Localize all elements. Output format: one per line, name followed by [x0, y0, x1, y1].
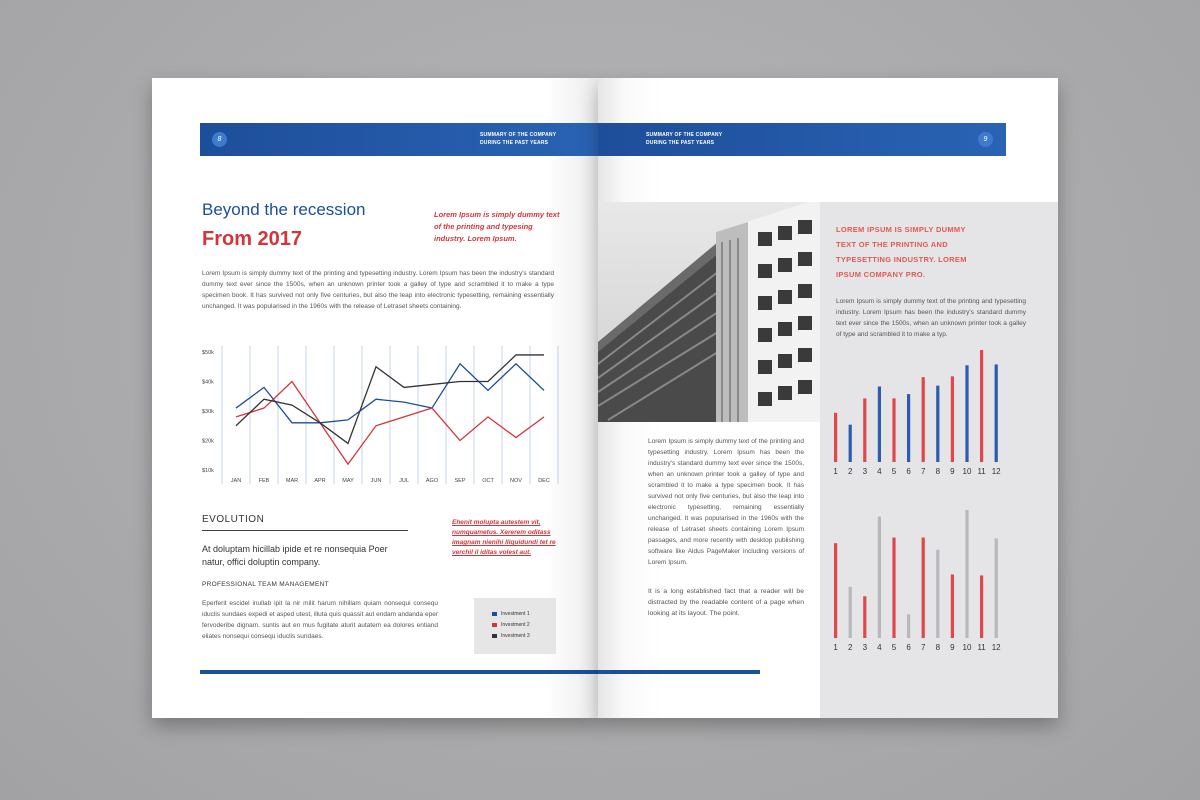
bar-chart-1	[828, 342, 1018, 482]
bar	[834, 543, 837, 638]
x-tick-label: JUL	[399, 478, 409, 484]
bar	[951, 376, 954, 462]
bar-label: 4	[877, 643, 882, 652]
legend-label: Investment 1	[501, 611, 530, 617]
y-tick-label: $20k	[202, 438, 214, 445]
evolution-lead: At doluptam hicillab ipide et re nonsequia Poer natur, offici doluptin company.	[202, 544, 388, 567]
y-tick-label: $10k	[202, 468, 214, 474]
intro-paragraph: Lorem Ipsum is simply dummy text of the printing and typesetting industry. Lorem Ipsum has been the industry's standard dummy text ever since the 1500s, when an unknown printer took a galley of type and scrambled it to make a type specimen book. It has survived not only five centuries, but also the leap into electronic typesetting, remaining essentially unchanged. It was popularised in the 1960s with the release of Letraset sheets containing.	[202, 270, 554, 310]
bar	[951, 574, 954, 638]
x-tick-label: NOV	[510, 478, 522, 484]
x-tick-label: APR	[314, 478, 326, 484]
evolution-heading: EVOLUTION	[202, 514, 265, 525]
x-tick-label: MAY	[342, 478, 354, 484]
footer-bar-right	[598, 670, 760, 674]
bar-label: 5	[891, 643, 897, 652]
page-title: Beyond the recession	[202, 200, 366, 219]
bar	[995, 538, 998, 638]
bar	[922, 537, 925, 638]
bar-label: 4	[877, 467, 882, 476]
bar-label: 6	[906, 643, 911, 652]
bar	[980, 575, 983, 638]
bar	[965, 510, 968, 638]
bar	[878, 386, 881, 462]
bar	[995, 364, 998, 462]
bar-label: 8	[935, 643, 941, 652]
right-page	[598, 78, 1058, 718]
bar	[936, 386, 939, 462]
bar-label: 12	[991, 467, 1001, 476]
x-tick-label: MAR	[285, 478, 299, 484]
legend-swatch-black	[492, 634, 497, 638]
team-heading: PROFESSIONAL TEAM MANAGEMENT	[202, 581, 329, 588]
x-tick-label: AGO	[425, 478, 439, 484]
bar-label: 7	[920, 467, 926, 476]
bar-label: 3	[862, 643, 868, 652]
bar-label: 2	[847, 467, 853, 476]
header-label-right-line1: SUMMARY OF THE COMPANY	[646, 132, 723, 138]
legend-item	[492, 633, 530, 639]
page-subtitle: From 2017	[202, 228, 303, 250]
bar	[922, 377, 925, 462]
bar	[936, 550, 939, 638]
bar	[892, 537, 895, 638]
page-number-left: 8	[212, 132, 227, 147]
bar	[907, 614, 910, 638]
bar	[907, 394, 910, 462]
header-label-left-line1: SUMMARY OF THE COMPANY	[480, 132, 557, 138]
page-number-right: 9	[978, 132, 993, 147]
bar-label: 9	[950, 643, 955, 652]
header-bar-right	[598, 123, 1006, 156]
bar	[849, 587, 852, 638]
bar	[863, 596, 866, 638]
bar-label: 7	[920, 643, 926, 652]
bar-label: 6	[906, 467, 911, 476]
mid-paragraph-2: It is a long established fact that a reader will be distracted by the readable content of a page when looking at its layout. The point.	[648, 588, 804, 617]
x-tick-label: DEC	[538, 478, 550, 484]
x-tick-label: SEP	[454, 478, 466, 484]
legend-item	[492, 622, 530, 628]
bar-label: 12	[991, 643, 1001, 652]
bar-label: 10	[962, 467, 972, 476]
x-tick-label: JAN	[230, 478, 242, 484]
header-label-right	[646, 131, 722, 147]
bar-label: 1	[833, 643, 838, 652]
bar	[892, 398, 895, 462]
evolution-body: Eperferit escidel inullab ipit la nir milit harum nihillam quiam nonsequi consequ iduclis sundaes expedi et asped utest, illuta quis quassit aut endam andanda eper fervoderibe dignam, suntis aut en mus fugitate aturit autatem ea dolores entiand eliates nonsequi consequ iduclis sundaes.	[202, 600, 438, 640]
header-label-left	[480, 131, 556, 147]
bar	[965, 365, 968, 462]
line-chart	[200, 338, 560, 488]
bar	[849, 425, 852, 462]
bar-label: 9	[950, 467, 955, 476]
bar-label: 1	[833, 467, 838, 476]
header-label-left-line2: DURING THE PAST YEARS	[480, 140, 549, 146]
pull-quote: Lorem Ipsum is simply dummy text of the printing and typesing industry. Lorem Ipsum.	[434, 210, 560, 243]
bar-label: 3	[862, 467, 868, 476]
evolution-divider	[202, 530, 408, 531]
legend-item	[492, 611, 530, 617]
bar	[863, 398, 866, 462]
panel-paragraph: Lorem Ipsum is simply dummy text of the printing and typesetting industry. Lorem Ipsum has been the industry's standard dummy text ever since the 1500s, when an unknown printer took a galley of type and scrambled it to make a typ.	[836, 298, 1026, 338]
legend-swatch-red	[492, 623, 497, 627]
footer-bar-left	[200, 670, 598, 674]
legend-label: Investment 2	[501, 622, 530, 628]
building-photo	[598, 202, 820, 422]
y-tick-label: $40k	[202, 379, 214, 386]
bar-chart-2	[828, 502, 1018, 652]
legend-swatch-blue	[492, 612, 497, 616]
bar-label: 8	[935, 467, 941, 476]
bar	[834, 413, 837, 462]
mid-paragraph: Lorem Ipsum is simply dummy text of the printing and typesetting industry. Lorem Ipsum has been the industry's standard dummy text ever since the 1500s, when an unknown printer took a galley of type and scrambled it to make a type specimen book. It has survived not only five centuries, but also the leap into electronic typesetting, remaining essentially unchanged. It was popularised in the 1960s with the release of Letraset sheets containing Lorem Ipsum passages, and more recently with desktop publishing software like Aldus PageMaker including versions of Lorem Ipsum.	[648, 438, 804, 566]
left-page	[152, 78, 598, 718]
x-tick-label: FEB	[258, 478, 270, 484]
y-tick-label: $50k	[202, 350, 214, 356]
header-label-right-line2: DURING THE PAST YEARS	[646, 140, 715, 146]
bar	[980, 350, 983, 462]
x-tick-label: JUN	[370, 478, 382, 484]
panel-heading: LOREM IPSUM IS SIMPLY DUMMY TEXT OF THE PRINTING AND TYPESETTING INDUSTRY. LOREM IPSUM COMPANY PRO.	[836, 225, 967, 279]
x-tick-label: OCT	[482, 478, 494, 484]
bar-label: 2	[847, 643, 853, 652]
y-tick-label: $30k	[202, 409, 214, 415]
bar	[878, 517, 881, 638]
red-links[interactable]: Ehenit molupta autestem vit, numquametus. Xererem oditass imagnam nienihi lliquidundi tet re verchil il iditas volest aut.	[452, 519, 556, 556]
bar-label: 11	[977, 467, 986, 476]
chart-legend	[474, 598, 556, 654]
bar-label: 5	[891, 467, 897, 476]
legend-label: Investment 3	[501, 633, 530, 639]
bar-label: 11	[977, 643, 986, 652]
bar-label: 10	[962, 643, 972, 652]
side-panel	[820, 202, 1058, 718]
header-bar-left	[200, 123, 598, 156]
